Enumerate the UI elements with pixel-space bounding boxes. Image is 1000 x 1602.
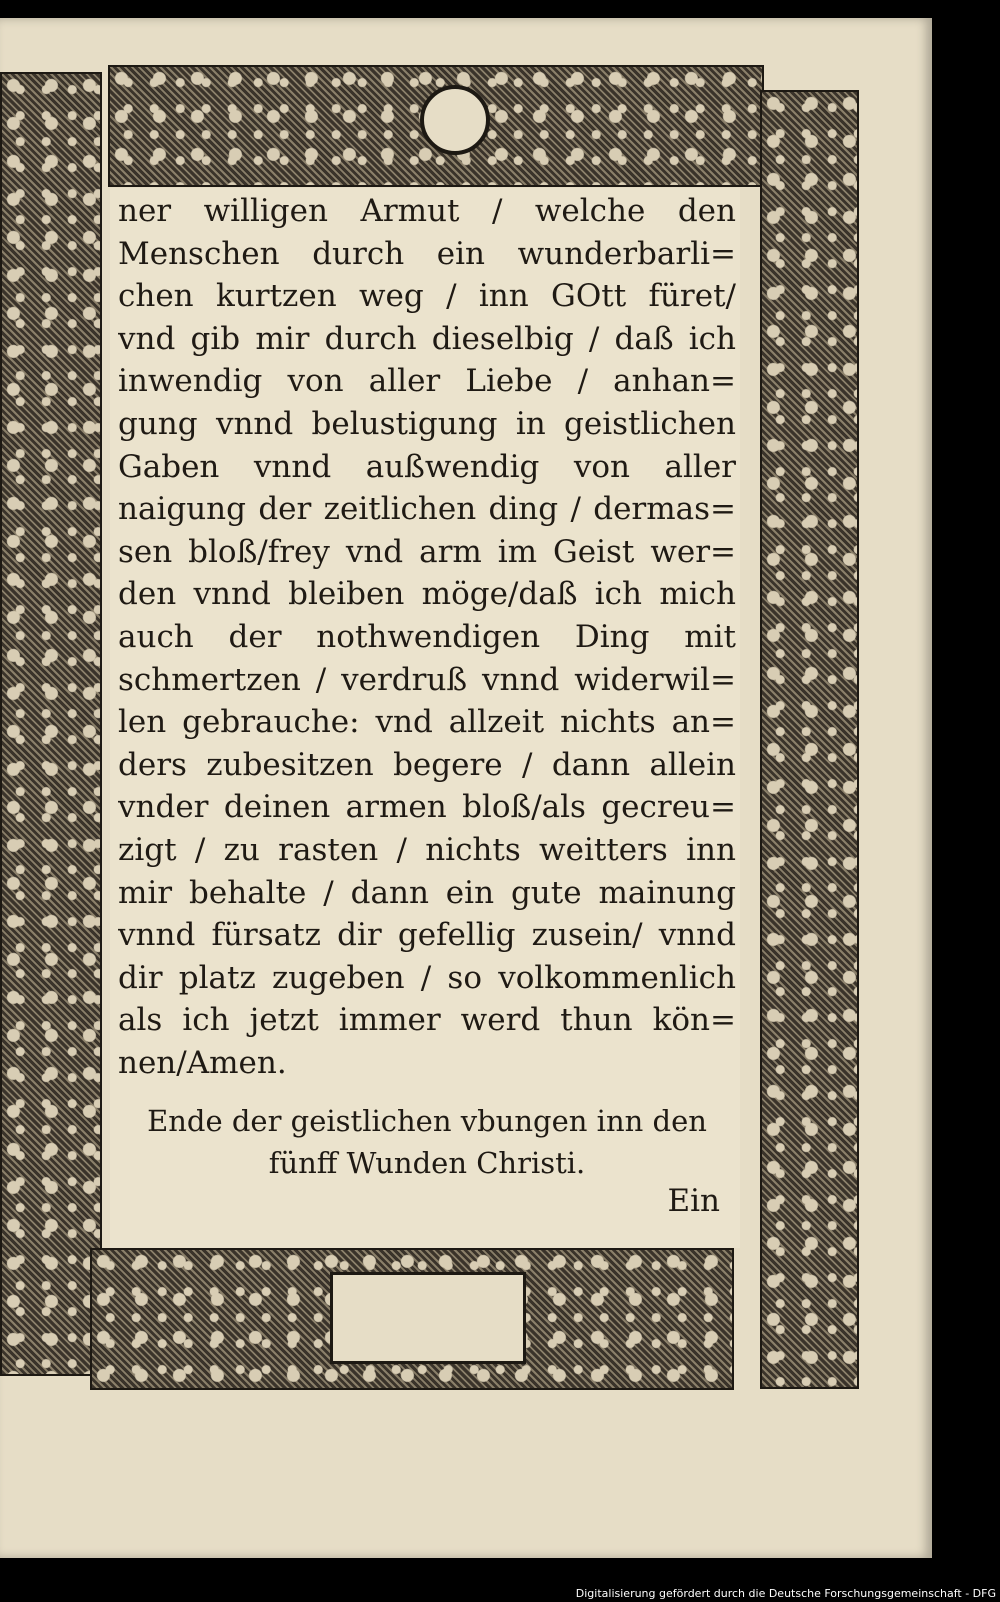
text-line: sen bloß/frey vnd arm im Geist wer=: [118, 533, 736, 570]
text-line: len gebrauche: vnd allzeit nichts an=: [118, 704, 736, 741]
woodcut-border-right: [760, 90, 859, 1389]
sun-face-icon: [420, 85, 490, 155]
text-line: naigung der zeitlichen ding / dermas=: [118, 491, 736, 528]
text-line: vnd gib mir durch dieselbig / daß ich: [118, 320, 736, 357]
text-line: dir platz zugeben / so volkommenlich: [118, 959, 736, 996]
colophon-line-1: Ende der geistlichen vbungen inn den: [147, 1104, 707, 1138]
open-book-icon: [330, 1272, 526, 1364]
text-line: nen/Amen.: [118, 1044, 287, 1081]
colophon-line-2: fünff Wunden Christi.: [268, 1146, 586, 1180]
text-line: schmertzen / verdruß vnnd widerwil=: [118, 661, 736, 698]
text-line: auch der nothwendigen Ding mit: [118, 618, 736, 655]
text-line: Menschen durch ein wunderbarli=: [118, 235, 736, 272]
catchword: Ein: [667, 1183, 720, 1219]
text-line: den vnnd bleiben möge/daß ich mich: [118, 576, 736, 613]
text-line: ner willigen Armut / welche den: [118, 193, 736, 229]
text-line: mir behalte / dann ein gute mainung: [118, 874, 736, 911]
body-text: [118, 190, 736, 1084]
text-line: vnnd fürsatz dir gefellig zusein/ vnnd: [118, 917, 736, 954]
text-line: zigt / zu rasten / nichts weitters inn: [118, 831, 736, 868]
colophon: [118, 1100, 736, 1184]
text-line: inwendig von aller Liebe / anhan=: [118, 363, 736, 400]
woodcut-border-left: [0, 72, 102, 1376]
text-line: vnder deinen armen bloß/als gecreu=: [118, 789, 736, 826]
text-line: chen kurtzen weg / inn GOtt füret/: [118, 278, 736, 315]
text-line: als ich jetzt immer werd thun kön=: [118, 1002, 736, 1039]
text-line: Gaben vnnd außwendig von aller: [118, 448, 736, 485]
text-line: gung vnnd belustigung in geistlichen: [118, 405, 736, 442]
funding-footer: Digitalisierung gefördert durch die Deutsche Forschungsgemeinschaft - DFG: [575, 1587, 996, 1600]
text-line: ders zubesitzen begere / dann allein: [118, 746, 736, 783]
